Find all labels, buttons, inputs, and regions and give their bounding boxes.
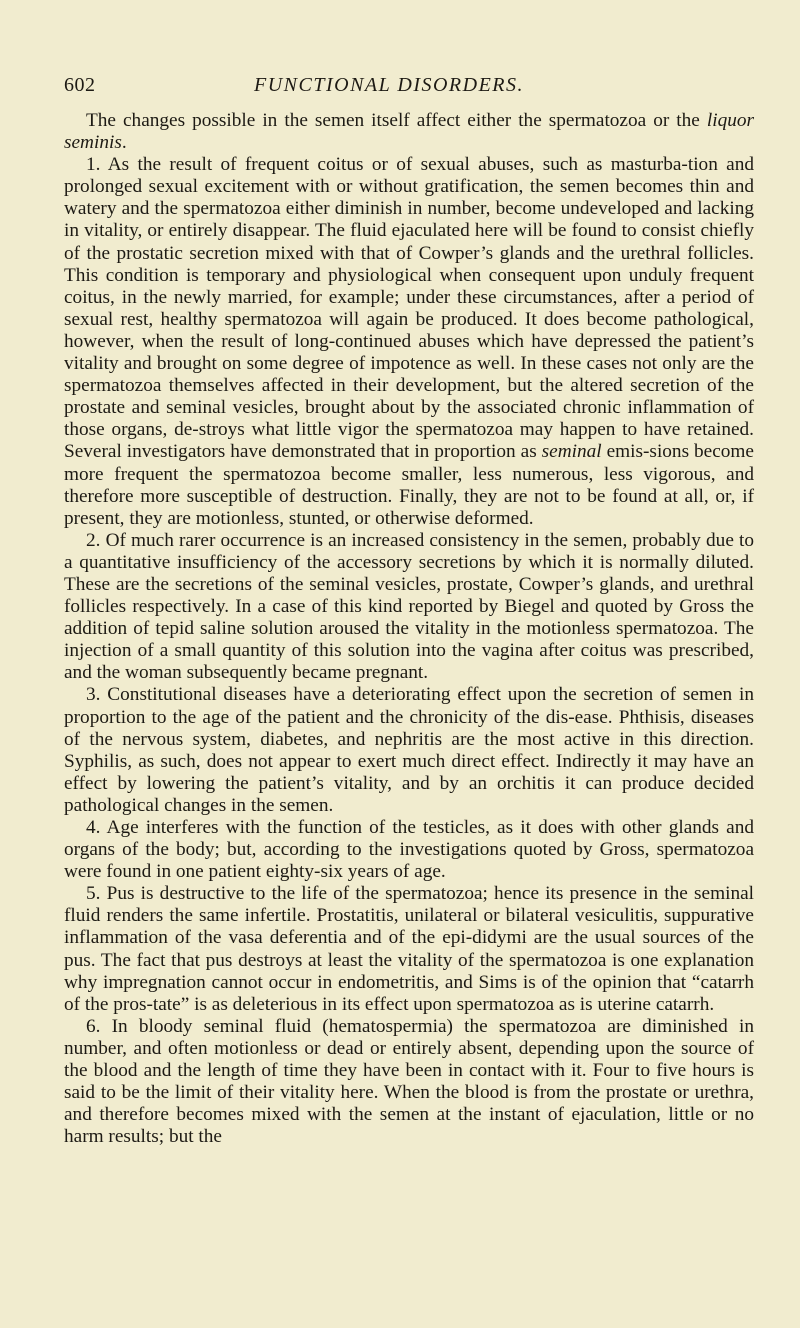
paragraph-text: 6. In bloody seminal fluid (hematospermia) the spermatozoa are diminished in number, and often motionless or dead or entirely absent, depending upon the source of the blood and the length of time they have been in contact with it. Four to five hours is said to be the limit of their vitality here. When the blood is from the prostate or urethra, and therefore becomes mixed with the semen at the instant of ejaculation, little or no harm results; but the bbox=[64, 1015, 754, 1148]
paragraph-text: The changes possible in the semen itself affect either the spermatozoa or the bbox=[86, 110, 707, 131]
paragraph-text: 4. Age interferes with the function of the testicles, as it does with other glands and organs of the body; but, according to the investigations quoted by Gross, spermatozoa were found in one patient eighty-six years of age. bbox=[64, 817, 754, 883]
paragraph bbox=[64, 817, 754, 883]
paragraph bbox=[64, 530, 754, 685]
paragraph-text: 5. Pus is destructive to the life of the spermatozoa; hence its presence in the seminal fluid renders the same infertile. Prostatitis, unilateral or bilateral vesiculitis, suppurative inflammation of the vasa deferentia and of the epi-didymi are the usual sources of the pus. The fact that pus destroys at least the vitality of the spermatozoa is one explanation why impregnation cannot occur in endometritis, and Sims is of the opinion that “catarrh of the pros-tate” is as deleterious in its effect upon spermatozoa as is uterine catarrh. bbox=[64, 883, 754, 1015]
running-head: FUNCTIONAL DISORDERS. bbox=[254, 74, 525, 96]
paragraph-text: 2. Of much rarer occurrence is an increased consistency in the semen, probably due to a quantitative insufficiency of the accessory secretions by which it is normally diluted. These are the secretions of the seminal vesicles, prostate, Cowper’s glands, and urethral follicles respectively. In a case of this kind reported by Biegel and quoted by Gross the addition of tepid saline solution aroused the vitality in the motionless spermatozoa. The injection of a small quantity of this solution into the vagina after coitus was prescribed, and the woman subsequently became pregnant. bbox=[64, 529, 754, 684]
paragraph-italic: seminal bbox=[541, 441, 602, 463]
paragraph-text-after: . bbox=[121, 132, 127, 154]
paragraph-text-after: emis-sions become more frequent the spermatozoa become smaller, less numerous, less vigorous, and therefore more susceptible of destruction. Finally, they are not to be found at all, or, if present, they are motionless, stunted, or otherwise deformed. bbox=[64, 441, 754, 529]
paragraph-text: 1. As the result of frequent coitus or of sexual abuses, such as masturba-tion and prolonged sexual excitement with or without gratification, the semen becomes thin and watery and the spermatozoa either diminish in number, become undeveloped and lacking in vitality, or entirely disappear. The fluid ejaculated here will be found to consist chiefly of the prostatic secretion mixed with that of Cowper’s glands and the urethral follicles. This condition is temporary and physiological when consequent upon unduly frequent coitus, in the newly married, for example; under these circumstances, after a period of sexual rest, healthy spermatozoa will again be produced. It does become pathological, however, when the result of long-continued abuses which have depressed the patient’s vitality and brought on some degree of impotence as well. In these cases not only are the spermatozoa themselves affected in their development, but the altered secretion of the prostate and seminal vesicles, brought about by the associated chronic inflammation of those organs, de-stroys what little vigor the spermatozoa may happen to have retained. Several investigators have demonstrated that in proportion as bbox=[64, 154, 754, 463]
paragraph bbox=[64, 154, 754, 530]
paragraph bbox=[64, 883, 754, 1016]
page-header bbox=[64, 74, 754, 102]
paragraph bbox=[64, 1016, 754, 1149]
paragraph-italic: liquor seminis bbox=[64, 110, 754, 154]
page-number: 602 bbox=[64, 74, 96, 96]
body-text bbox=[64, 110, 754, 1148]
paragraph bbox=[64, 684, 754, 817]
paragraph-text: 3. Constitutional diseases have a deteriorating effect upon the secretion of semen in proportion to the age of the patient and the chronicity of the dis-ease. Phthisis, diseases of the nervous system, diabetes, and nephritis are the most active in this direction. Syphilis, as such, does not appear to exert much direct effect. Indirectly it may have an effect by lowering the patient’s vitality, and by an orchitis it can produce decided pathological changes in the semen. bbox=[64, 684, 754, 816]
paragraph bbox=[64, 110, 754, 154]
